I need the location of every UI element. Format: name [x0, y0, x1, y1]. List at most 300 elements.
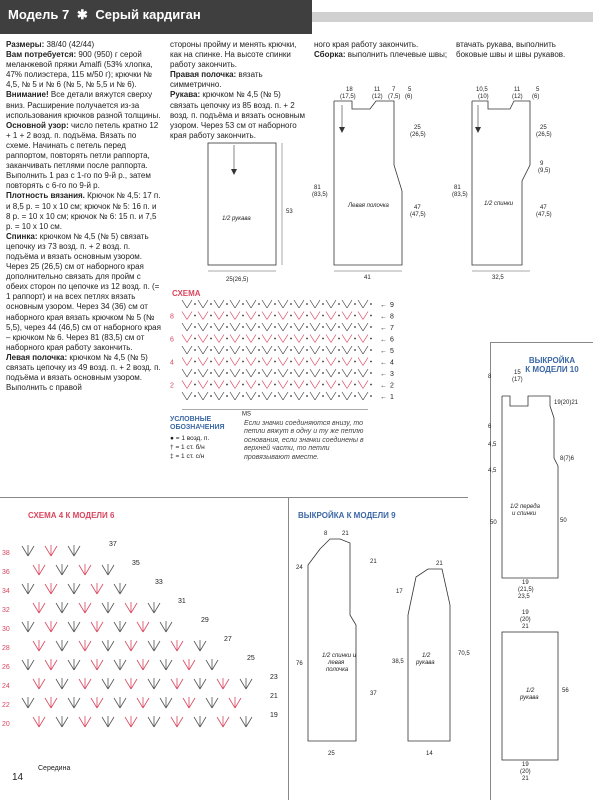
fan-stitch-mark	[56, 603, 62, 613]
stitch-mark	[235, 335, 240, 343]
stitch-mark	[182, 369, 187, 377]
model6-side-mark: 27	[224, 636, 232, 643]
stitch-mark	[342, 312, 347, 320]
stitch-mark	[230, 335, 235, 343]
stitch-mark	[299, 381, 304, 389]
fan-stitch-mark	[33, 679, 39, 689]
back-pattern-drawing	[452, 85, 592, 285]
fan-stitch-mark	[137, 660, 143, 670]
model6-side-mark: 35	[132, 560, 140, 567]
fan-stitch-mark	[39, 565, 45, 575]
stitch-mark	[262, 335, 267, 343]
chain-dot	[354, 326, 356, 328]
chain-dot	[210, 361, 212, 363]
left-front-label-drawing: Левая полочка	[348, 203, 389, 209]
fan-stitch-mark	[51, 546, 57, 556]
crochet-scheme-chart	[168, 296, 408, 418]
scheme-ms-label: MS	[242, 411, 251, 418]
fan-stitch-mark	[79, 565, 85, 575]
chain-dot	[258, 326, 260, 328]
model10-t7: 4,5	[488, 468, 497, 474]
chain-dot	[370, 326, 372, 328]
stitch-mark	[310, 346, 315, 354]
stitch-mark	[331, 346, 336, 354]
stitch-mark	[315, 358, 320, 366]
scheme-row-number-right: 1	[390, 394, 394, 401]
stitch-mark	[278, 323, 283, 331]
fan-stitch-mark	[68, 622, 74, 632]
page-header	[0, 0, 593, 34]
fan-stitch-mark	[131, 603, 137, 613]
stitch-mark	[358, 300, 363, 308]
chain-dot	[338, 384, 340, 386]
chain-dot	[322, 372, 324, 374]
left-front-d1: 25 (26,5)	[410, 125, 426, 138]
fan-stitch-mark	[56, 717, 62, 727]
chain-dot	[210, 315, 212, 317]
stitch-mark	[315, 312, 320, 320]
fan-stitch-mark	[206, 660, 212, 670]
legend-dc-label: = 1 ст. с/н	[175, 453, 205, 460]
model-number: Модель 7	[8, 7, 70, 22]
stitch-mark	[262, 323, 267, 331]
fan-stitch-mark	[97, 698, 103, 708]
stitch-mark	[331, 381, 336, 389]
stitch-mark	[283, 335, 288, 343]
chain-dot	[226, 303, 228, 305]
stitch-mark	[347, 323, 352, 331]
stitch-mark	[310, 381, 315, 389]
stitch-mark	[267, 323, 272, 331]
chain-dot	[274, 361, 276, 363]
fan-stitch-mark	[85, 679, 91, 689]
fan-stitch-mark	[148, 679, 154, 689]
left-front-height	[312, 185, 328, 198]
chain-dot	[290, 349, 292, 351]
stitch-mark	[299, 346, 304, 354]
star-icon: ✱	[76, 7, 88, 22]
fan-stitch-mark	[137, 622, 143, 632]
scheme-title: СХЕМА	[172, 289, 201, 298]
stitch-mark	[299, 335, 304, 343]
stitch-mark	[246, 312, 251, 320]
chain-dot	[226, 338, 228, 340]
fan-stitch-mark	[85, 603, 91, 613]
chain-dot	[274, 349, 276, 351]
model9-sleeve-label: 1/2 рукава	[416, 653, 435, 666]
stitch-mark	[363, 381, 368, 389]
chain-dot	[274, 303, 276, 305]
stitch-mark	[187, 335, 192, 343]
stitch-mark	[214, 346, 219, 354]
fan-stitch-mark	[62, 641, 68, 651]
chain-dot	[194, 315, 196, 317]
fan-stitch-mark	[56, 679, 62, 689]
chain-dot	[338, 349, 340, 351]
fan-stitch-mark	[45, 546, 51, 556]
stitch-mark	[294, 381, 299, 389]
legend	[170, 416, 240, 461]
stitch-mark	[251, 312, 256, 320]
chain-dot	[306, 372, 308, 374]
model6-side-mark: 33	[155, 579, 163, 586]
stitch-mark	[347, 312, 352, 320]
attention-label: Внимание!	[6, 90, 49, 100]
fan-stitch-mark	[62, 679, 68, 689]
chain-dot	[306, 303, 308, 305]
stitch-mark	[363, 369, 368, 377]
back-t3: 5 (6)	[532, 87, 540, 100]
fan-stitch-mark	[125, 641, 131, 651]
model9-sleeve-s2: 38,5	[392, 659, 404, 665]
stitch-mark	[283, 312, 288, 320]
model6-row-number: 26	[2, 664, 10, 671]
chain-dot	[258, 372, 260, 374]
chain-dot	[354, 338, 356, 340]
back-label: Спинка:	[6, 231, 38, 241]
fan-stitch-mark	[120, 622, 126, 632]
arrow-left-icon: ←	[380, 382, 387, 390]
chain-dot	[354, 349, 356, 351]
stitch-mark	[310, 392, 315, 400]
stitch-mark	[358, 346, 363, 354]
model10-t2: 8	[488, 374, 492, 380]
stitch-mark	[198, 312, 203, 320]
stitch-mark	[214, 312, 219, 320]
stitch-mark	[267, 312, 272, 320]
density-text: Крючок № 4,5: 17 п. и 8,5 р. = 10 х 10 см; крючок № 5: 16 п. и 8 р. = 10 х 10 см; крючок № 6: 15 п. и 7,5 р. = 10 х 10 см.	[6, 191, 161, 231]
chain-dot	[290, 361, 292, 363]
stitch-mark	[358, 323, 363, 331]
stitch-mark	[246, 358, 251, 366]
stitch-mark	[246, 381, 251, 389]
scheme-row-number-left: 4	[170, 359, 174, 367]
stitch-mark	[283, 369, 288, 377]
single-crochet-icon: †	[170, 444, 174, 451]
fan-stitch-mark	[166, 660, 172, 670]
stitch-mark	[363, 392, 368, 400]
stitch-mark	[315, 335, 320, 343]
fan-stitch-mark	[22, 660, 28, 670]
back-text: крючком № 4,5 (№ 5) связать цепочку из 73 возд. п. + 2 возд. п. подъёма и вязать основным узором. Через 25 (26,5) см от наборного края дополнительно связать для пройм с обеих сторон по цепочке из 12 возд. п. (= 1 раппорт) и на всех петлях вязать основным узором. Через 34 (36) см от наборного края вязать крючком № 5 (№ 5,5), через 44 (46,5) см от наборного края – крючком № 6. Через 81 (83,5) см от наборного края работу закончить.	[6, 231, 161, 352]
stitch-mark	[219, 300, 224, 308]
chain-dot	[338, 326, 340, 328]
stitch-mark	[235, 300, 240, 308]
stitch-mark	[363, 335, 368, 343]
stitch-mark	[187, 346, 192, 354]
stitch-mark	[187, 358, 192, 366]
sizes-text: 38/40 (42/44)	[46, 40, 95, 49]
model10-sleeve-top: 19 (20) 21	[520, 610, 531, 630]
chain-dot	[338, 338, 340, 340]
chain-dot	[210, 349, 212, 351]
stitch-mark	[299, 312, 304, 320]
chain-dot	[290, 395, 292, 397]
stitch-mark	[326, 358, 331, 366]
stitch-mark	[363, 312, 368, 320]
stitch-mark	[358, 392, 363, 400]
stitch-mark	[214, 335, 219, 343]
fan-stitch-mark	[212, 698, 218, 708]
fan-stitch-mark	[200, 717, 206, 727]
fan-stitch-mark	[68, 660, 74, 670]
pattern-label: Основной узор:	[6, 120, 69, 130]
fan-stitch-mark	[68, 584, 74, 594]
fan-stitch-mark	[28, 584, 34, 594]
model6-side-mark: 21	[270, 693, 278, 700]
stitch-mark	[214, 381, 219, 389]
chain-dot	[370, 349, 372, 351]
fan-stitch-mark	[85, 717, 91, 727]
fan-stitch-mark	[143, 660, 149, 670]
stitch-mark	[182, 346, 187, 354]
chain-dot	[242, 303, 244, 305]
chain-dot	[258, 303, 260, 305]
stitch-mark	[331, 300, 336, 308]
fan-stitch-mark	[85, 641, 91, 651]
stitch-mark	[214, 323, 219, 331]
chain-dot	[258, 384, 260, 386]
stitch-mark	[283, 358, 288, 366]
stitch-mark	[315, 381, 320, 389]
stitch-mark	[203, 392, 208, 400]
fan-stitch-mark	[22, 546, 28, 556]
fan-stitch-mark	[200, 641, 206, 651]
scheme-row-number-right: 5	[390, 348, 394, 355]
model6-side-mark: 23	[270, 674, 278, 681]
fan-stitch-mark	[154, 603, 160, 613]
stitch-mark	[230, 369, 235, 377]
back-t2: 11 (12)	[512, 87, 523, 100]
stitch-mark	[251, 346, 256, 354]
chain-dot	[194, 361, 196, 363]
stitch-mark	[187, 312, 192, 320]
pattern-text: число петель кратно 12 + 1 + 2 возд. п. подъёма. Вязать по схеме. Начинать с петель перед раппортом, повторять петли раппорта, заканчивать петлями после раппорта. Выполнить 1 раз с 1-го по 9-й р., затем повторять с 6-го по 9-й р.	[6, 120, 159, 191]
stitch-mark	[219, 323, 224, 331]
fan-stitch-mark	[131, 679, 137, 689]
fan-stitch-mark	[177, 641, 183, 651]
chain-dot	[274, 372, 276, 374]
stitch-mark	[182, 358, 187, 366]
model6-row-number: 20	[2, 721, 10, 728]
fan-stitch-mark	[194, 641, 200, 651]
stitch-mark	[294, 392, 299, 400]
stitch-mark	[187, 369, 192, 377]
arrow-down-icon	[231, 169, 237, 175]
stitch-mark	[294, 358, 299, 366]
chain-dot	[322, 303, 324, 305]
fan-stitch-mark	[160, 698, 166, 708]
stitch-mark	[299, 369, 304, 377]
fan-stitch-mark	[33, 565, 39, 575]
stitch-mark	[326, 369, 331, 377]
stitch-mark	[198, 358, 203, 366]
arrow-left-icon: ←	[380, 371, 387, 378]
sleeve-label: 1/2 рукава	[222, 216, 251, 222]
chain-dot	[354, 395, 356, 397]
stitch-mark	[331, 392, 336, 400]
chain-dot	[322, 395, 324, 397]
model9-sleeve-s1: 17	[396, 589, 403, 595]
legend-sc	[170, 443, 240, 452]
scheme-row-number-right: 2	[390, 382, 394, 390]
right-front-label: Правая полочка:	[170, 70, 237, 80]
model6-title: СХЕМА 4 К МОДЕЛИ 6	[28, 511, 115, 520]
h-b: (83,5)	[312, 192, 328, 198]
fan-stitch-mark	[189, 698, 195, 708]
fan-stitch-mark	[51, 622, 57, 632]
chain-dot	[322, 361, 324, 363]
stitch-mark	[331, 335, 336, 343]
fan-stitch-mark	[154, 679, 160, 689]
back-width: 32,5	[492, 275, 504, 281]
stitch-mark	[198, 369, 203, 377]
stitch-mark	[246, 300, 251, 308]
stitch-mark	[198, 300, 203, 308]
model6-row-number: 36	[2, 569, 10, 576]
stitch-mark	[219, 335, 224, 343]
fan-stitch-mark	[45, 660, 51, 670]
chain-dot	[194, 326, 196, 328]
stitch-mark	[326, 381, 331, 389]
stitch-mark	[246, 323, 251, 331]
back-outline	[472, 101, 530, 265]
scheme-note: Если значки соединяются внизу, то петли вяжут в одну и ту же петлю основания, если значки соединены в верхней части, то петли провязывают вместе.	[244, 420, 364, 461]
fan-stitch-mark	[102, 565, 108, 575]
chain-dot	[210, 372, 212, 374]
fan-stitch-mark	[74, 698, 80, 708]
fan-stitch-mark	[120, 698, 126, 708]
model10-t3: 19(20)21	[554, 400, 579, 406]
fan-stitch-mark	[108, 717, 114, 727]
stitch-mark	[331, 358, 336, 366]
assembly-label: Сборка:	[314, 50, 346, 60]
model9-top: 8	[324, 531, 328, 537]
fan-stitch-mark	[240, 717, 246, 727]
stitch-mark	[347, 335, 352, 343]
fan-stitch-mark	[97, 622, 103, 632]
chain-dot	[354, 303, 356, 305]
fan-stitch-mark	[39, 679, 45, 689]
fan-stitch-mark	[85, 565, 91, 575]
chain-dot	[226, 326, 228, 328]
chain-dot	[370, 395, 372, 397]
stitch-mark	[230, 300, 235, 308]
fan-stitch-mark	[125, 717, 131, 727]
fan-stitch-mark	[212, 660, 218, 670]
stitch-mark	[203, 323, 208, 331]
stitch-mark	[262, 381, 267, 389]
stitch-mark	[262, 312, 267, 320]
model6-row-number: 24	[2, 683, 10, 690]
fan-stitch-mark	[223, 717, 229, 727]
fan-stitch-mark	[56, 565, 62, 575]
arrow-left-icon: ←	[380, 325, 387, 332]
stitch-mark	[326, 300, 331, 308]
stitch-mark	[235, 369, 240, 377]
stitch-mark	[294, 300, 299, 308]
chain-dot	[370, 361, 372, 363]
model6-row-number: 30	[2, 626, 10, 633]
fan-stitch-mark	[171, 717, 177, 727]
stitch-mark	[358, 381, 363, 389]
fan-stitch-mark	[160, 622, 166, 632]
fan-stitch-mark	[229, 698, 235, 708]
chain-dot	[194, 395, 196, 397]
stitch-mark	[278, 312, 283, 320]
right-front-text: вязать симметрично.	[170, 70, 263, 90]
arrow-left-icon: ←	[380, 313, 387, 321]
chain-dot	[274, 395, 276, 397]
chain-dot	[194, 338, 196, 340]
fan-stitch-mark	[102, 717, 108, 727]
chain-dot	[306, 361, 308, 363]
left-front-t3: 7 (7,5)	[388, 87, 401, 100]
model9-pattern-drawing	[290, 525, 490, 765]
stitch-mark	[203, 381, 208, 389]
stitch-mark	[283, 346, 288, 354]
fan-stitch-mark	[148, 641, 154, 651]
stitch-mark	[331, 369, 336, 377]
page-number: 14	[12, 772, 24, 783]
attention-text: Все детали вяжутся сверху вниз. Расширение получается из-за использования крючков разной толщины.	[6, 90, 161, 120]
stitch-mark	[262, 369, 267, 377]
chain-dot	[290, 315, 292, 317]
stitch-mark	[214, 300, 219, 308]
back-height: 81 (83,5)	[452, 185, 468, 198]
fan-stitch-mark	[183, 660, 189, 670]
stitch-mark	[219, 392, 224, 400]
scheme-row-number-right: 8	[390, 313, 394, 321]
sizes-label: Размеры:	[6, 40, 45, 49]
stitch-mark	[299, 392, 304, 400]
sleeves-text: крючком № 4,5 (№ 5) связать цепочку из 85 возд. п. + 2 возд. п. подъёма и вязать основным узором. Через 53 см от наборного края работу закончить.	[170, 90, 306, 140]
stitch-mark	[267, 346, 272, 354]
chain-dot	[322, 349, 324, 351]
stitch-mark	[230, 381, 235, 389]
fan-stitch-mark	[91, 698, 97, 708]
stitch-mark	[219, 369, 224, 377]
divider-horizontal	[490, 342, 593, 343]
chain-dot	[242, 315, 244, 317]
model6-side-mark: 29	[201, 617, 209, 624]
fan-stitch-mark	[28, 660, 34, 670]
fan-stitch-mark	[33, 717, 39, 727]
fan-stitch-mark	[194, 717, 200, 727]
chain-dot	[226, 384, 228, 386]
chain-dot	[354, 315, 356, 317]
chain-dot	[290, 338, 292, 340]
instructions-col-1	[6, 40, 163, 393]
chain-dot	[194, 303, 196, 305]
chain-dot	[338, 372, 340, 374]
stitch-mark	[235, 346, 240, 354]
stitch-mark	[230, 312, 235, 320]
fan-stitch-mark	[68, 698, 74, 708]
stitch-mark	[246, 369, 251, 377]
stitch-mark	[219, 312, 224, 320]
stitch-mark	[267, 381, 272, 389]
instructions-col-3	[314, 40, 452, 60]
stitch-mark	[230, 358, 235, 366]
stitch-mark	[342, 323, 347, 331]
arrow-left-icon: ←	[380, 348, 387, 355]
fan-stitch-mark	[33, 641, 39, 651]
stitch-mark	[214, 369, 219, 377]
chain-dot	[290, 372, 292, 374]
scheme-row-number-left: 8	[170, 313, 174, 321]
model9-body-label: 1/2 спинки и левая полочка	[322, 653, 357, 673]
